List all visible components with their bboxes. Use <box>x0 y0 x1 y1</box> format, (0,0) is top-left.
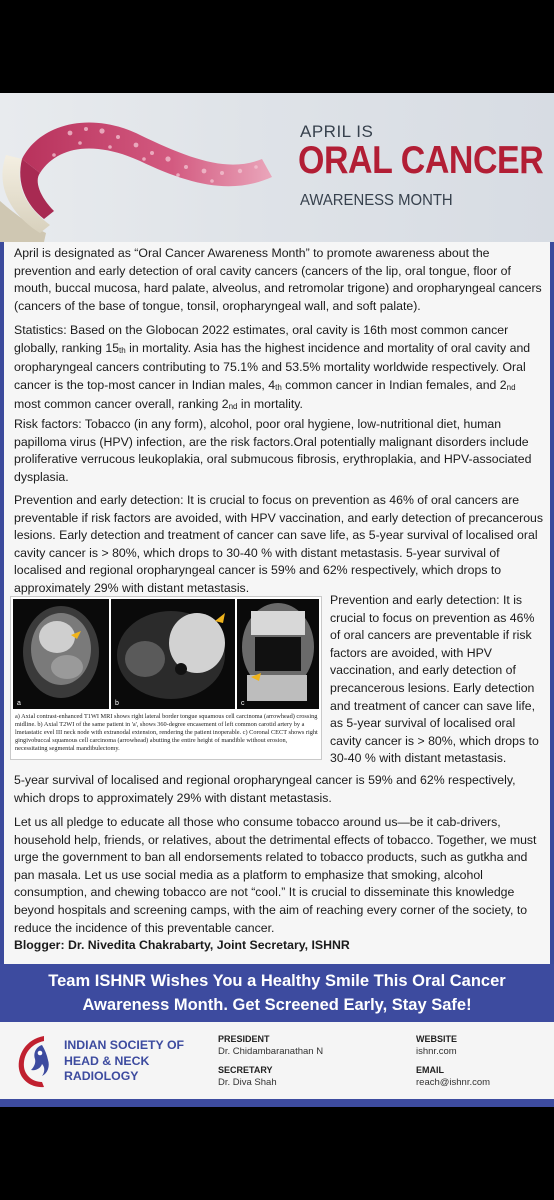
blogger-credit: Blogger: Dr. Nivedita Chakrabarty, Joint Secretary, ISHNR <box>14 938 350 952</box>
website-label: WEBSITE <box>416 1034 458 1044</box>
risk-factors-paragraph: Risk factors: Tobacco (in any form), alcohol, poor oral hygiene, low-nutritional diet, human papilloma virus (HPV) infection, are the risk factors.Oral potentially malignant disorders include proliferative verrucous leukoplakia, oral submucous fibrosis, erythroplakia, and HPV-associated dysplasia. <box>14 417 532 484</box>
stats-ordinal-1: th <box>119 345 126 355</box>
radiology-figure <box>10 596 322 760</box>
figure-label-c: c <box>241 700 245 707</box>
article-body <box>0 242 554 964</box>
prevention-sidebar-paragraph: Prevention and early detection: It is crucial to focus on prevention as 46% of oral cancers are preventable if risk factors are avoided, with HPV vaccination, and early detection of precancerous lesions. Early detection and treatment of cancer can save life, as 5-year survival of localised oral cavity cancer is > 80%, which drops to 30-40 % with distant metastasis. <box>330 593 539 766</box>
survival-paragraph: 5-year survival of localised and regional oropharyngeal cancer is 59% and 62% respectively, which drops to approximately 29% with distant metastasis. <box>14 773 516 805</box>
secretary-label: SECRETARY <box>218 1065 273 1075</box>
intro-paragraph: April is designated as “Oral Cancer Awareness Month” to promote awareness about the prevention and early detection of oral cavity cancers (cancers of the lip, oral tongue, floor of mouth, buccal mucosa, hard palate, alveolus, and retromolar trigone) and oropharyngeal cancers (cancers of the base of tongue, tonsil, oropharyngeal wall, and soft palate). <box>14 246 542 313</box>
stats-text-1: Statistics: Based on the Globocan 2022 estimates, oral cavity is 16th most common cancer globally, ranking 15 <box>14 323 509 355</box>
mri-image-a <box>13 599 109 709</box>
stats-text-4: most common cancer overall, ranking 2 <box>14 397 229 412</box>
org-line-2: HEAD & NECK <box>64 1053 150 1068</box>
stats-text-2: in mortality. Asia has the highest incidence and mortality of oral cavity and oropharyngeal cancers contributing to 75.1% and 53.5% mortality worldwide respectively. Oral cancer is the top-most cancer in Indian males, 4 <box>14 340 531 392</box>
pledge-paragraph: Let us all pledge to educate all those who consume tobacco around us—be it cab-drivers, household help, friends, or relatives, about the detrimental effects of tobacco. Together, we must urge the government to ban all endorsements related to tobacco products, such as gutkha and pan masala. Let us use social media as a platform to emphasize that smoking, alcohol consumption, and chewing tobacco are not “cool.” It is crucial to disseminate this knowledge beyond hospitals and screening camps, with the aim of reaching every corner of the society, to reduce the incidence of this preventable cancer. <box>14 815 537 935</box>
radiology-images <box>11 597 321 711</box>
mri-image-b <box>111 599 235 709</box>
banner-line-month: AWARENESS MONTH <box>300 192 453 209</box>
banner-line-april: APRIL IS <box>300 122 374 141</box>
stats-text-3: common cancer in Indian females, and 2 <box>281 377 507 392</box>
president-label: PRESIDENT <box>218 1034 270 1044</box>
stats-ordinal-2: th <box>275 382 282 392</box>
document-page <box>0 93 554 1107</box>
stats-ordinal-4: nd <box>228 402 238 412</box>
figure-label-b: b <box>115 700 119 707</box>
secretary-name: Dr. Diva Shah <box>218 1077 277 1088</box>
cta-line-1: Team ISHNR Wishes You a Healthy Smile This Oral Cancer <box>48 972 506 990</box>
ishnr-logo-icon <box>14 1033 60 1089</box>
stats-text-5: in mortality. <box>237 397 303 412</box>
prevention-paragraph: Prevention and early detection: It is crucial to focus on prevention as 46% of oral cancers are preventable if risk factors are avoided, with HPV vaccination, and early detection of precancerous lesions. Early detection and treatment of cancer can save life, as 5-year survival of localised oral cavity cancer is > 80%, which drops to 30-40 % with distant metastasis. 5-year survival of localised and regional oropharyngeal cancer is 59% and 62% respectively, which drops to approximately 29% with distant metastasis. <box>14 493 544 595</box>
stats-ordinal-3: nd <box>506 382 516 392</box>
org-line-1: INDIAN SOCIETY OF <box>64 1038 185 1052</box>
organization-name <box>64 1038 184 1085</box>
email-link[interactable]: reach@ishnr.com <box>416 1077 491 1088</box>
statistics-paragraph <box>14 322 544 416</box>
header-banner <box>0 93 554 242</box>
call-to-action-banner <box>0 964 554 1022</box>
cta-line-2: Awareness Month. Get Screened Early, Stay Safe! <box>82 996 472 1014</box>
figure-label-a: a <box>17 700 21 707</box>
president-name: Dr. Chidambaranathan N <box>218 1046 324 1057</box>
footer-accent-bar <box>0 1099 554 1107</box>
website-link[interactable]: ishnr.com <box>416 1046 457 1057</box>
email-label: EMAIL <box>416 1065 444 1075</box>
footer <box>0 1022 554 1099</box>
ct-image-c <box>237 599 319 709</box>
org-line-3: RADIOLOGY <box>64 1069 139 1083</box>
banner-title: ORAL CANCER <box>298 139 544 182</box>
figure-caption: a) Axial contrast-enhanced T1WI MRI shows right lateral border tongue squamous cell carcinoma (arrowhead) crossing midline. b) Axial T2WI of the same patient in 'a', shows 360-degree encasement of left common carotid artery by a lmetastatic evel III neck node with extranodal extension, rendering the patient inoperable. c) Coronal CECT shows right gingivobuccal squamous cell carcinoma (arrowhead) abutting the entire height of mandible without erosion, necessitating segmental mandibulectomy. <box>15 713 318 753</box>
